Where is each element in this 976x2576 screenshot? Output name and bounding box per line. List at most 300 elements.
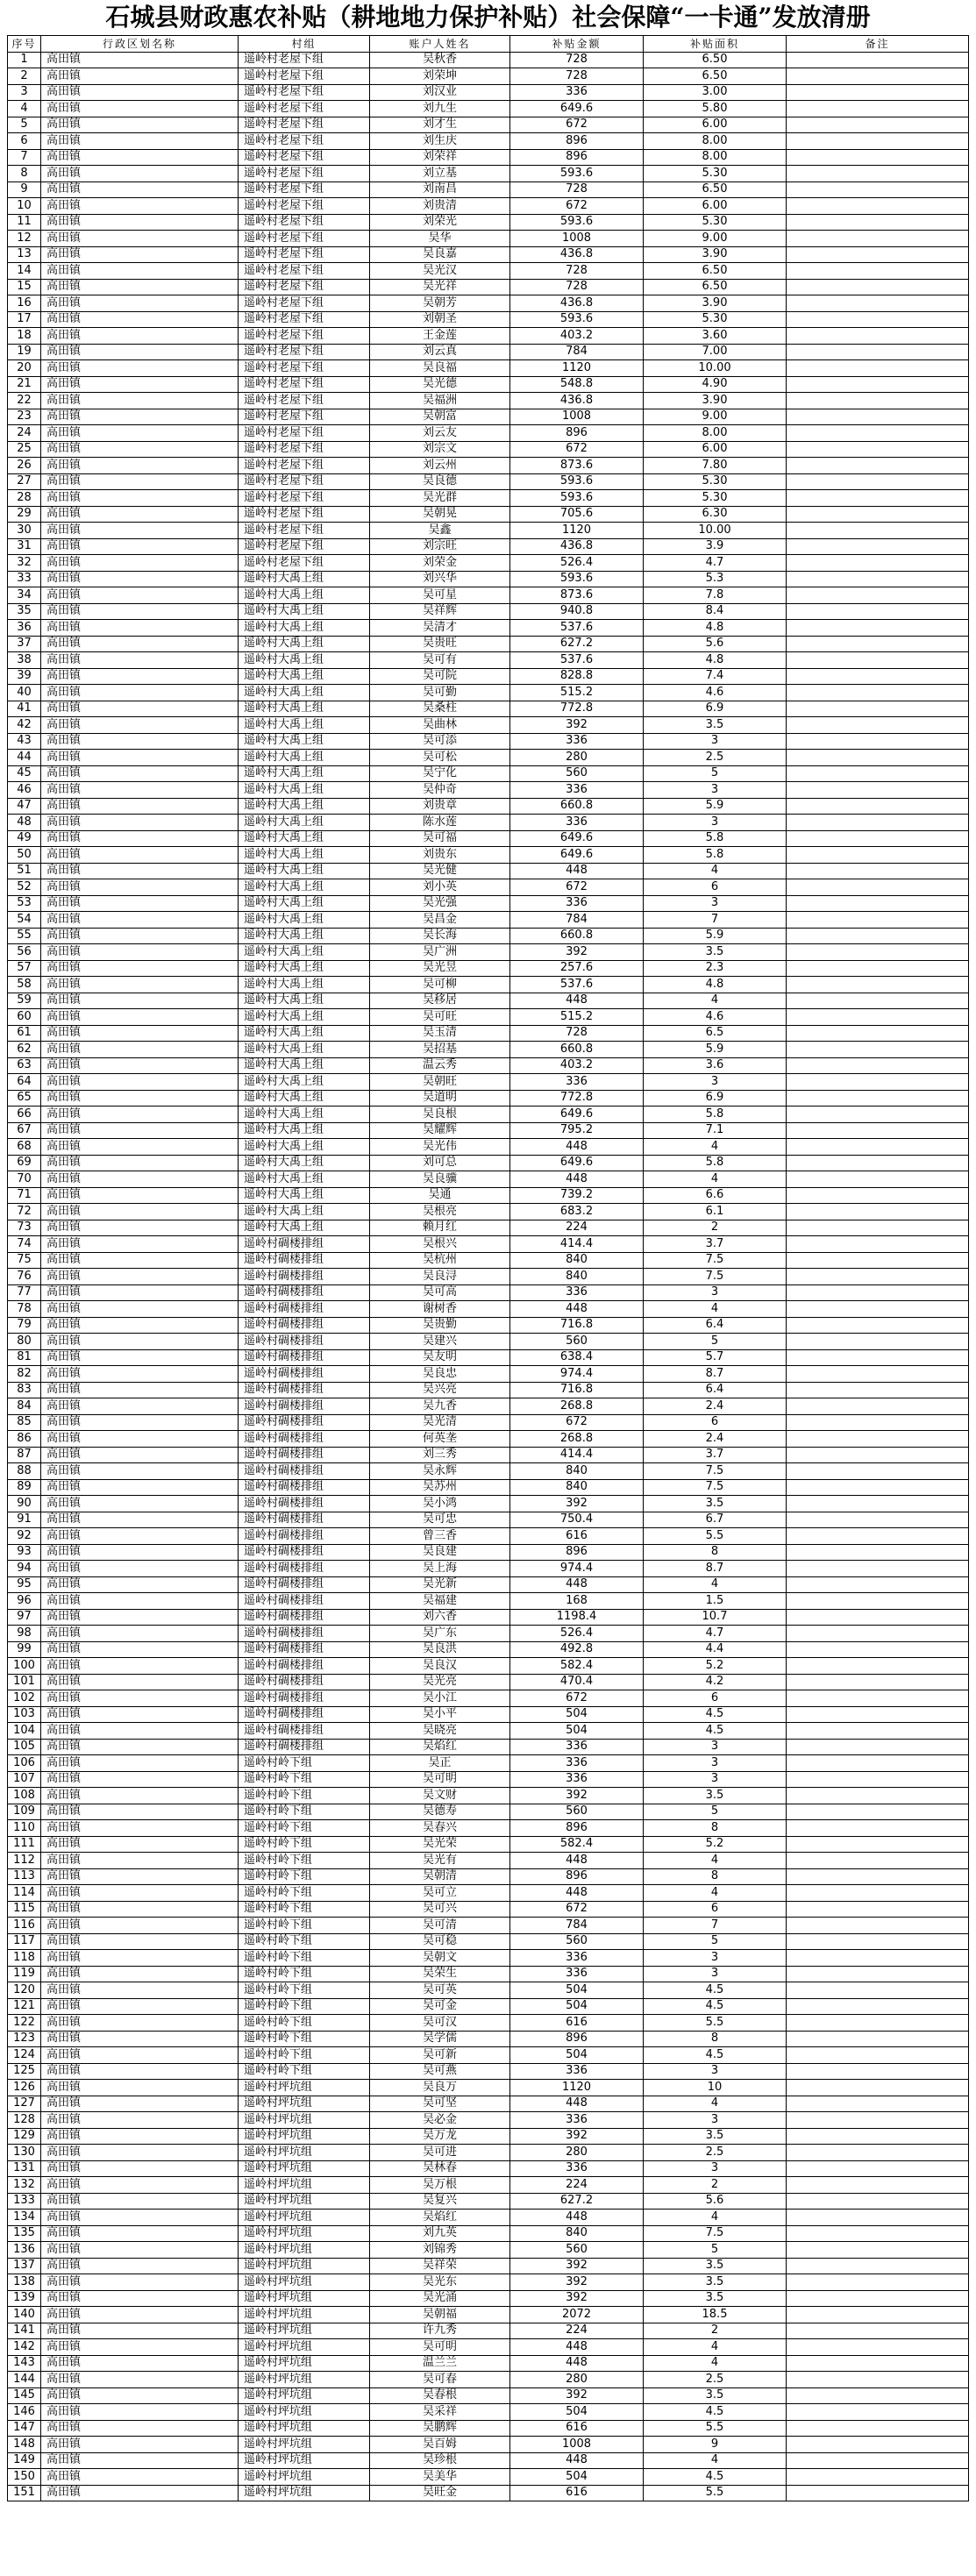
remarks-cell: [787, 587, 969, 604]
seq-cell: 11: [8, 214, 41, 231]
table-row: [8, 231, 969, 247]
account-holder-cell: 吴焰红: [370, 1739, 510, 1755]
subsidy-amount-cell: 649.6: [510, 1107, 644, 1123]
subsidy-amount-cell: 560: [510, 1804, 644, 1820]
remarks-cell: [787, 117, 969, 133]
admin-region-cell: 高田镇: [41, 344, 239, 360]
table-row: [8, 1820, 969, 1837]
remarks-cell: [787, 636, 969, 652]
admin-region-cell: 高田镇: [41, 393, 239, 409]
admin-region-cell: 高田镇: [41, 1836, 239, 1853]
subsidy-amount-cell: 504: [510, 1706, 644, 1723]
seq-cell: 138: [8, 2274, 41, 2291]
subsidy-amount-cell: 840: [510, 1463, 644, 1480]
remarks-cell: [787, 1284, 969, 1301]
remarks-cell: [787, 2290, 969, 2307]
table-row: [8, 1885, 969, 1902]
seq-cell: 118: [8, 1950, 41, 1967]
account-holder-cell: 吴学儒: [370, 2031, 510, 2047]
remarks-cell: [787, 1626, 969, 1642]
admin-region-cell: 高田镇: [41, 2355, 239, 2372]
table-row: [8, 1706, 969, 1723]
admin-region-cell: 高田镇: [41, 1382, 239, 1398]
seq-cell: 89: [8, 1479, 41, 1496]
village-group-cell: 遥岭村大禹上组: [239, 993, 370, 1009]
admin-region-cell: 高田镇: [41, 328, 239, 345]
village-group-cell: 遥岭村老屋下组: [239, 344, 370, 360]
seq-cell: 68: [8, 1139, 41, 1156]
table-row: [8, 2160, 969, 2177]
subsidy-amount-cell: 716.8: [510, 1317, 644, 1334]
table-row: [8, 1788, 969, 1804]
seq-cell: 80: [8, 1334, 41, 1350]
remarks-cell: [787, 523, 969, 539]
admin-region-cell: 高田镇: [41, 1009, 239, 1026]
table-row: [8, 2485, 969, 2501]
subsidy-amount-cell: 336: [510, 1755, 644, 1772]
remarks-cell: [787, 1836, 969, 1853]
subsidy-area-cell: 5.9: [644, 1042, 787, 1058]
table-row: [8, 458, 969, 474]
subsidy-area-cell: 5.9: [644, 798, 787, 815]
seq-cell: 140: [8, 2307, 41, 2323]
subsidy-area-cell: 7: [644, 1918, 787, 1934]
admin-region-cell: 高田镇: [41, 490, 239, 507]
document-title: 石城县财政惠农补贴（耕地地力保护补贴）社会保障“一卡通”发放清册: [105, 3, 871, 32]
remarks-cell: [787, 1187, 969, 1204]
village-group-cell: 遥岭村老屋下组: [239, 409, 370, 425]
table-row: [8, 2452, 969, 2469]
remarks-cell: [787, 1317, 969, 1334]
seq-cell: 66: [8, 1107, 41, 1123]
table-row: [8, 1349, 969, 1366]
admin-region-cell: 高田镇: [41, 2452, 239, 2469]
seq-cell: 67: [8, 1122, 41, 1139]
subsidy-amount-cell: 448: [510, 1301, 644, 1318]
admin-region-cell: 高田镇: [41, 2469, 239, 2486]
remarks-cell: [787, 1074, 969, 1091]
remarks-cell: [787, 2063, 969, 2080]
remarks-cell: [787, 782, 969, 799]
admin-region-cell: 高田镇: [41, 1868, 239, 1885]
village-group-cell: 遥岭村大禹上组: [239, 1171, 370, 1188]
remarks-cell: [787, 2355, 969, 2372]
account-holder-cell: 刘立基: [370, 166, 510, 182]
admin-region-cell: 高田镇: [41, 944, 239, 961]
village-group-cell: 遥岭村大禹上组: [239, 587, 370, 604]
seq-cell: 17: [8, 311, 41, 328]
account-holder-cell: 刘贵清: [370, 198, 510, 215]
village-group-cell: 遥岭村坪坑组: [239, 2355, 370, 2372]
remarks-cell: [787, 1301, 969, 1318]
seq-cell: 19: [8, 344, 41, 360]
remarks-cell: [787, 166, 969, 182]
table-row: [8, 847, 969, 864]
table-row: [8, 133, 969, 150]
village-group-cell: 遥岭村碉楼排组: [239, 1674, 370, 1690]
subsidy-area-cell: 6.00: [644, 441, 787, 458]
village-group-cell: 遥岭村碉楼排组: [239, 1382, 370, 1398]
subsidy-amount-cell: 660.8: [510, 1042, 644, 1058]
subsidy-amount-cell: 660.8: [510, 928, 644, 944]
subsidy-area-cell: 5.5: [644, 1528, 787, 1545]
subsidy-area-cell: 2: [644, 2177, 787, 2194]
subsidy-area-cell: 3: [644, 1284, 787, 1301]
subsidy-amount-cell: 336: [510, 782, 644, 799]
admin-region-cell: 高田镇: [41, 425, 239, 442]
subsidy-area-cell: 10.00: [644, 523, 787, 539]
account-holder-cell: 吴光涌: [370, 2290, 510, 2307]
subsidy-area-cell: 6: [644, 1414, 787, 1431]
subsidy-amount-cell: 414.4: [510, 1447, 644, 1463]
seq-cell: 128: [8, 2112, 41, 2129]
admin-region-cell: 高田镇: [41, 1042, 239, 1058]
subsidy-area-cell: 6.30: [644, 506, 787, 523]
account-holder-cell: 吴可柳: [370, 977, 510, 993]
table-row: [8, 2210, 969, 2226]
subsidy-amount-cell: 336: [510, 1950, 644, 1967]
subsidy-area-cell: 4.7: [644, 555, 787, 572]
remarks-cell: [787, 2452, 969, 2469]
admin-region-cell: 高田镇: [41, 2372, 239, 2388]
admin-region-cell: 高田镇: [41, 2145, 239, 2161]
seq-cell: 73: [8, 1220, 41, 1236]
subsidy-area-cell: 5: [644, 765, 787, 782]
account-holder-cell: 赖月红: [370, 1220, 510, 1236]
village-group-cell: 遥岭村坪坑组: [239, 2160, 370, 2177]
subsidy-amount-cell: 537.6: [510, 652, 644, 669]
village-group-cell: 遥岭村坪坑组: [239, 2387, 370, 2404]
admin-region-cell: 高田镇: [41, 2258, 239, 2274]
remarks-cell: [787, 733, 969, 750]
seq-cell: 65: [8, 1090, 41, 1107]
subsidy-area-cell: 7.80: [644, 458, 787, 474]
remarks-cell: [787, 2258, 969, 2274]
village-group-cell: 遥岭村岭下组: [239, 1804, 370, 1820]
seq-cell: 145: [8, 2387, 41, 2404]
subsidy-amount-cell: 705.6: [510, 506, 644, 523]
subsidy-area-cell: 5.30: [644, 490, 787, 507]
header-remarks: 备注: [787, 36, 969, 53]
subsidy-amount-cell: 436.8: [510, 393, 644, 409]
subsidy-area-cell: 4.2: [644, 1674, 787, 1690]
account-holder-cell: 吴旺金: [370, 2485, 510, 2501]
subsidy-amount-cell: 627.2: [510, 636, 644, 652]
account-holder-cell: 吴贵勤: [370, 1317, 510, 1334]
seq-cell: 50: [8, 847, 41, 864]
seq-cell: 136: [8, 2242, 41, 2259]
village-group-cell: 遥岭村岭下组: [239, 2015, 370, 2032]
subsidy-area-cell: 5.8: [644, 1155, 787, 1171]
remarks-cell: [787, 441, 969, 458]
remarks-cell: [787, 214, 969, 231]
account-holder-cell: 吴可有: [370, 652, 510, 669]
table-row: [8, 1122, 969, 1139]
table-row: [8, 587, 969, 604]
account-holder-cell: 吴祥荣: [370, 2258, 510, 2274]
subsidy-amount-cell: 280: [510, 2145, 644, 2161]
table-row: [8, 912, 969, 929]
account-holder-cell: 吴可院: [370, 668, 510, 685]
subsidy-area-cell: 5.8: [644, 1107, 787, 1123]
table-row: [8, 246, 969, 263]
village-group-cell: 遥岭村大禹上组: [239, 1025, 370, 1042]
subsidy-area-cell: 6.50: [644, 279, 787, 295]
remarks-cell: [787, 1576, 969, 1593]
admin-region-cell: 高田镇: [41, 1431, 239, 1448]
account-holder-cell: 陈水莲: [370, 815, 510, 831]
remarks-cell: [787, 1820, 969, 1837]
account-holder-cell: 吴晓亮: [370, 1723, 510, 1740]
admin-region-cell: 高田镇: [41, 1057, 239, 1074]
subsidy-amount-cell: 1008: [510, 409, 644, 425]
account-holder-cell: 刘宗旺: [370, 538, 510, 555]
seq-cell: 94: [8, 1561, 41, 1577]
table-row: [8, 1576, 969, 1593]
admin-region-cell: 高田镇: [41, 1739, 239, 1755]
table-row: [8, 2323, 969, 2339]
village-group-cell: 遥岭村坪坑组: [239, 2469, 370, 2486]
table-row: [8, 2031, 969, 2047]
seq-cell: 150: [8, 2469, 41, 2486]
subsidy-area-cell: 4: [644, 1576, 787, 1593]
subsidy-area-cell: 2.5: [644, 750, 787, 766]
seq-cell: 22: [8, 393, 41, 409]
admin-region-cell: 高田镇: [41, 1284, 239, 1301]
village-group-cell: 遥岭村坪坑组: [239, 2339, 370, 2356]
remarks-cell: [787, 246, 969, 263]
subsidy-amount-cell: 526.4: [510, 555, 644, 572]
subsidy-area-cell: 2.3: [644, 960, 787, 977]
subsidy-area-cell: 4.8: [644, 652, 787, 669]
account-holder-cell: 吴光荣: [370, 1836, 510, 1853]
admin-region-cell: 高田镇: [41, 1723, 239, 1740]
seq-cell: 43: [8, 733, 41, 750]
admin-region-cell: 高田镇: [41, 2290, 239, 2307]
account-holder-cell: 吴可立: [370, 1885, 510, 1902]
subsidy-area-cell: 5: [644, 2242, 787, 2259]
account-holder-cell: 吴根亮: [370, 1204, 510, 1220]
table-row: [8, 409, 969, 425]
seq-cell: 10: [8, 198, 41, 215]
subsidy-area-cell: 3.90: [644, 246, 787, 263]
table-row: [8, 523, 969, 539]
table-row: [8, 2355, 969, 2372]
admin-region-cell: 高田镇: [41, 733, 239, 750]
admin-region-cell: 高田镇: [41, 685, 239, 701]
table-row: [8, 717, 969, 734]
account-holder-cell: 吴可星: [370, 587, 510, 604]
subsidy-amount-cell: 593.6: [510, 311, 644, 328]
village-group-cell: 遥岭村大禹上组: [239, 912, 370, 929]
admin-region-cell: 高田镇: [41, 1788, 239, 1804]
account-holder-cell: 吴昌金: [370, 912, 510, 929]
seq-cell: 52: [8, 879, 41, 896]
subsidy-amount-cell: 616: [510, 2420, 644, 2437]
seq-cell: 53: [8, 895, 41, 912]
admin-region-cell: 高田镇: [41, 1414, 239, 1431]
seq-cell: 134: [8, 2210, 41, 2226]
remarks-cell: [787, 458, 969, 474]
village-group-cell: 遥岭村碉楼排组: [239, 1561, 370, 1577]
subsidy-area-cell: 4.8: [644, 620, 787, 637]
account-holder-cell: 吴移居: [370, 993, 510, 1009]
account-holder-cell: 吴光有: [370, 1853, 510, 1869]
table-row: [8, 1447, 969, 1463]
remarks-cell: [787, 1382, 969, 1398]
subsidy-amount-cell: 504: [510, 1982, 644, 1999]
subsidy-amount-cell: 649.6: [510, 101, 644, 117]
subsidy-area-cell: 5.30: [644, 311, 787, 328]
admin-region-cell: 高田镇: [41, 1933, 239, 1950]
subsidy-amount-cell: 492.8: [510, 1641, 644, 1658]
table-row: [8, 1998, 969, 2015]
subsidy-amount-cell: 582.4: [510, 1836, 644, 1853]
remarks-cell: [787, 555, 969, 572]
account-holder-cell: 吴可清: [370, 1918, 510, 1934]
subsidy-area-cell: 4.4: [644, 1641, 787, 1658]
account-holder-cell: 吴珍根: [370, 2452, 510, 2469]
subsidy-amount-cell: 840: [510, 1479, 644, 1496]
seq-cell: 101: [8, 1674, 41, 1690]
remarks-cell: [787, 928, 969, 944]
subsidy-amount-cell: 268.8: [510, 1431, 644, 1448]
account-holder-cell: 吴良骥: [370, 1171, 510, 1188]
village-group-cell: 遥岭村老屋下组: [239, 490, 370, 507]
village-group-cell: 遥岭村老屋下组: [239, 506, 370, 523]
table-row: [8, 1626, 969, 1642]
account-holder-cell: 吴良德: [370, 473, 510, 490]
village-group-cell: 遥岭村碉楼排组: [239, 1609, 370, 1626]
subsidy-amount-cell: 537.6: [510, 977, 644, 993]
table-row: [8, 603, 969, 620]
table-row: [8, 181, 969, 198]
table-row: [8, 1171, 969, 1188]
subsidy-area-cell: 8: [644, 1868, 787, 1885]
account-holder-cell: 刘荣坤: [370, 68, 510, 85]
account-holder-cell: 吴仲奇: [370, 782, 510, 799]
village-group-cell: 遥岭村碉楼排组: [239, 1463, 370, 1480]
seq-cell: 26: [8, 458, 41, 474]
subsidy-amount-cell: 739.2: [510, 1187, 644, 1204]
account-holder-cell: 吴采祥: [370, 2404, 510, 2421]
village-group-cell: 遥岭村坪坑组: [239, 2177, 370, 2194]
subsidy-amount-cell: 268.8: [510, 1398, 644, 1415]
subsidy-amount-cell: 672: [510, 1690, 644, 1707]
seq-cell: 90: [8, 1496, 41, 1512]
table-row: [8, 360, 969, 377]
village-group-cell: 遥岭村大禹上组: [239, 1107, 370, 1123]
account-holder-cell: 吴朝旺: [370, 1074, 510, 1091]
account-holder-cell: 吴长海: [370, 928, 510, 944]
admin-region-cell: 高田镇: [41, 181, 239, 198]
admin-region-cell: 高田镇: [41, 311, 239, 328]
village-group-cell: 遥岭村大禹上组: [239, 1042, 370, 1058]
account-holder-cell: 吴可高: [370, 1284, 510, 1301]
account-holder-cell: 刘三秀: [370, 1447, 510, 1463]
account-holder-cell: 吴可兴: [370, 1901, 510, 1918]
subsidy-amount-cell: 504: [510, 1723, 644, 1740]
subsidy-amount-cell: 470.4: [510, 1674, 644, 1690]
remarks-cell: [787, 490, 969, 507]
remarks-cell: [787, 538, 969, 555]
account-holder-cell: 刘才生: [370, 117, 510, 133]
remarks-cell: [787, 2242, 969, 2259]
subsidy-amount-cell: 392: [510, 2274, 644, 2291]
subsidy-amount-cell: 896: [510, 2031, 644, 2047]
admin-region-cell: 高田镇: [41, 1334, 239, 1350]
seq-cell: 70: [8, 1171, 41, 1188]
village-group-cell: 遥岭村碉楼排组: [239, 1252, 370, 1269]
table-row: [8, 328, 969, 345]
subsidy-amount-cell: 448: [510, 1139, 644, 1156]
admin-region-cell: 高田镇: [41, 1252, 239, 1269]
account-holder-cell: 吴光汉: [370, 263, 510, 280]
table-row: [8, 311, 969, 328]
account-holder-cell: 吴光亮: [370, 1674, 510, 1690]
seq-cell: 122: [8, 2015, 41, 2032]
table-row: [8, 2193, 969, 2210]
admin-region-cell: 高田镇: [41, 2193, 239, 2210]
village-group-cell: 遥岭村岭下组: [239, 1836, 370, 1853]
remarks-cell: [787, 652, 969, 669]
table-row: [8, 1982, 969, 1999]
seq-cell: 123: [8, 2031, 41, 2047]
remarks-cell: [787, 1739, 969, 1755]
table-row: [8, 2307, 969, 2323]
subsidy-area-cell: 6.00: [644, 117, 787, 133]
village-group-cell: 遥岭村岭下组: [239, 1933, 370, 1950]
table-row: [8, 376, 969, 393]
admin-region-cell: 高田镇: [41, 246, 239, 263]
village-group-cell: 遥岭村大禹上组: [239, 685, 370, 701]
table-row: [8, 1366, 969, 1383]
remarks-cell: [787, 1414, 969, 1431]
subsidy-amount-cell: 448: [510, 2210, 644, 2226]
subsidy-area-cell: 3.00: [644, 84, 787, 101]
subsidy-area-cell: 9.00: [644, 409, 787, 425]
village-group-cell: 遥岭村碉楼排组: [239, 1414, 370, 1431]
subsidy-area-cell: 6.5: [644, 1025, 787, 1042]
remarks-cell: [787, 84, 969, 101]
admin-region-cell: 高田镇: [41, 360, 239, 377]
village-group-cell: 遥岭村老屋下组: [239, 84, 370, 101]
remarks-cell: [787, 2015, 969, 2032]
seq-cell: 23: [8, 409, 41, 425]
subsidy-amount-cell: 638.4: [510, 1349, 644, 1366]
table-row: [8, 1479, 969, 1496]
admin-region-cell: 高田镇: [41, 863, 239, 879]
village-group-cell: 遥岭村大禹上组: [239, 798, 370, 815]
table-row: [8, 2404, 969, 2421]
subsidy-area-cell: 3: [644, 2063, 787, 2080]
subsidy-area-cell: 4.5: [644, 1723, 787, 1740]
remarks-cell: [787, 668, 969, 685]
subsidy-amount-cell: 627.2: [510, 2193, 644, 2210]
admin-region-cell: 高田镇: [41, 717, 239, 734]
remarks-cell: [787, 895, 969, 912]
remarks-cell: [787, 960, 969, 977]
account-holder-cell: 吴德寿: [370, 1804, 510, 1820]
remarks-cell: [787, 993, 969, 1009]
account-holder-cell: 吴良建: [370, 1544, 510, 1561]
table-row: [8, 84, 969, 101]
subsidy-area-cell: 3.5: [644, 2274, 787, 2291]
admin-region-cell: 高田镇: [41, 928, 239, 944]
admin-region-cell: 高田镇: [41, 620, 239, 637]
subsidy-area-cell: 5.5: [644, 2015, 787, 2032]
subsidy-area-cell: 9: [644, 2437, 787, 2453]
